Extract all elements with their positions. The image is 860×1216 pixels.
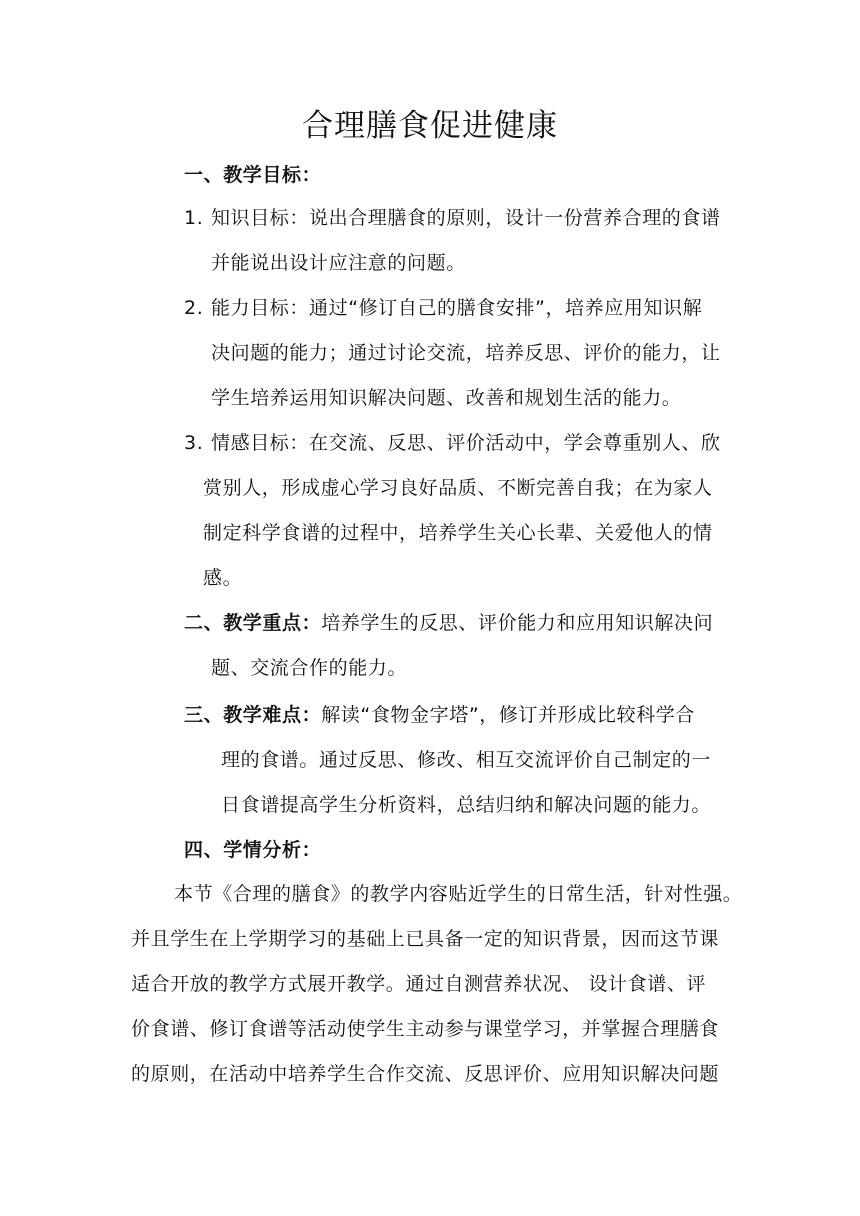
objective-3-line-3: 制定科学食谱的过程中，培养学生关心长辈、关爱他人的情	[203, 522, 713, 544]
objective-2-number: 2.	[184, 297, 204, 319]
objective-3-line-2: 赏别人，形成虚心学习良好品质、不断完善自我；在为家人	[203, 477, 713, 499]
section-heading-objectives: 一、教学目标：	[184, 164, 322, 186]
objective-3-line-4: 感。	[203, 567, 243, 589]
objective-2-line-3: 学生培养运用知识解决问题、改善和规划生活的能力。	[211, 387, 682, 409]
section-heading-difficulties: 三、教学难点：	[184, 704, 322, 726]
analysis-line-4: 价食谱、修订食谱等活动使学生主动参与课堂学习，并掌握合理膳食	[131, 1018, 720, 1040]
document-title: 合理膳食促进健康	[302, 108, 558, 144]
objective-1-number: 1.	[184, 207, 204, 229]
analysis-line-2: 并且学生在上学期学习的基础上已具备一定的知识背景，因而这节课	[131, 928, 720, 950]
key-points-line-2: 题、交流合作的能力。	[211, 657, 408, 679]
analysis-line-1: 本节《合理的膳食》的教学内容贴近学生的日常生活，针对性强。	[174, 883, 743, 905]
analysis-line-3: 适合开放的教学方式展开教学。通过自测营养状况、 设计食谱、评	[131, 973, 707, 995]
section-heading-analysis: 四、学情分析：	[184, 839, 322, 861]
difficulties-line-3: 日食谱提高学生分析资料，总结归纳和解决问题的能力。	[221, 794, 712, 816]
section-heading-key-points: 二、教学重点：	[184, 612, 322, 634]
objective-2-line-2: 决问题的能力；通过讨论交流，培养反思、评价的能力，让	[211, 342, 721, 364]
difficulties-line-2: 理的食谱。通过反思、修改、相互交流评价自己制定的一	[221, 749, 712, 771]
objective-3-line-1: 3. 情感目标：在交流、反思、评价活动中，学会尊重别人、欣	[184, 428, 721, 458]
objective-2-line-1: 2. 能力目标：通过“修订自己的膳食安排”，培养应用知识解	[184, 293, 702, 323]
difficulties-line-1: 三、教学难点：解读“食物金字塔”，修订并形成比较科学合	[184, 704, 695, 726]
objective-1-line-2: 并能说出设计应注意的问题。	[211, 252, 466, 274]
key-points-line-1: 二、教学重点：培养学生的反思、评价能力和应用知识解决问	[184, 612, 714, 634]
objective-1-line-1: 1. 知识目标：说出合理膳食的原则，设计一份营养合理的食谱	[184, 203, 721, 233]
objective-3-number: 3.	[184, 432, 204, 454]
analysis-line-5: 的原则，在活动中培养学生合作交流、反思评价、应用知识解决问题	[131, 1063, 720, 1085]
